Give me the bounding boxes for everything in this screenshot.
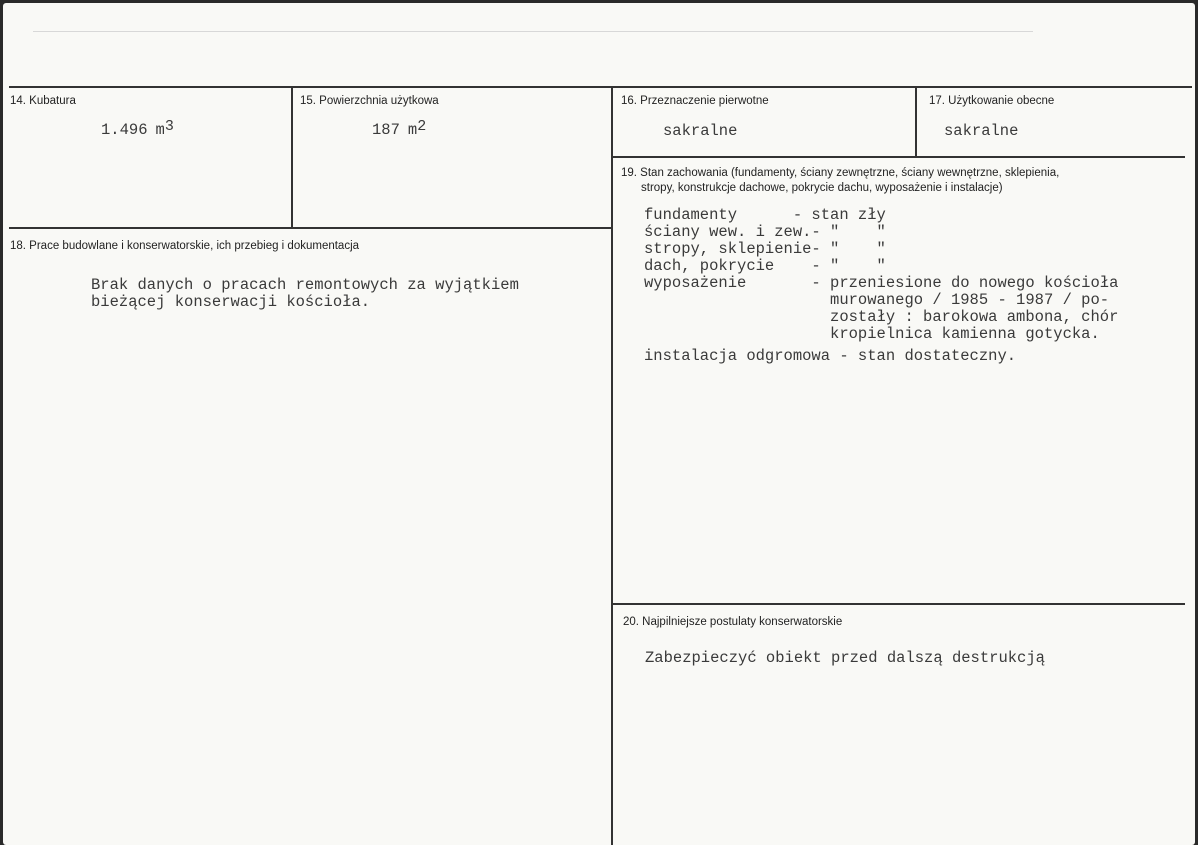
- stan-line: fundamenty - stan zły: [644, 206, 886, 224]
- kubatura-number: 1.496: [101, 121, 148, 139]
- grid-divider-16-17: [915, 86, 917, 157]
- stan-line: kropielnica kamienna gotycka.: [644, 325, 1100, 343]
- powierzchnia-unit-symbol: m: [407, 121, 418, 139]
- uzytkowanie-label: 17. Użytkowanie obecne: [929, 95, 1055, 107]
- prace-label: 18. Prace budowlane i konserwatorskie, ich przebieg i dokumentacja: [10, 240, 360, 252]
- grid-line-above-20: [613, 603, 1185, 605]
- kubatura-unit: [155, 118, 174, 139]
- grid-line-below-14-15: [9, 227, 613, 229]
- postulaty-label: 20. Najpilniejsze postulaty konserwatorskie: [623, 616, 843, 628]
- faint-top-rule: [33, 31, 1033, 32]
- prace-line: bieżącej konserwacji kościoła.: [91, 293, 371, 311]
- powierzchnia-value: [372, 118, 427, 139]
- record-card: [3, 3, 1195, 845]
- stan-line: instalacja odgromowa - stan dostateczny.: [644, 347, 1017, 365]
- powierzchnia-label: 15. Powierzchnia użytkowa: [300, 95, 439, 107]
- stan-line: ściany wew. i zew.- " ": [644, 223, 886, 241]
- grid-line-below-16-17: [613, 156, 1185, 158]
- stan-line: dach, pokrycie - " ": [644, 257, 886, 275]
- uzytkowanie-value: sakralne: [944, 122, 1019, 140]
- stan-line: wyposażenie - przeniesione do nowego kościoła: [644, 274, 1119, 292]
- powierzchnia-unit-exponent: 2: [417, 118, 427, 135]
- stan-line: murowanego / 1985 - 1987 / po-: [644, 291, 1110, 309]
- stan-line: stropy, sklepienie- " ": [644, 240, 886, 258]
- kubatura-value: [101, 118, 174, 139]
- przeznaczenie-value: sakralne: [663, 122, 738, 140]
- kubatura-label: 14. Kubatura: [10, 95, 76, 107]
- kubatura-unit-exponent: 3: [164, 118, 174, 135]
- przeznaczenie-label: 16. Przeznaczenie pierwotne: [621, 95, 769, 107]
- postulaty-text: Zabezpieczyć obiekt przed dalszą destrukcją: [645, 649, 1045, 667]
- grid-top-line: [9, 86, 1192, 88]
- powierzchnia-number: 187: [372, 121, 400, 139]
- stan-zachowania-label-line1: 19. Stan zachowania (fundamenty, ściany zewnętrzne, ściany wewnętrzne, sklepienia,: [621, 167, 1060, 179]
- grid-center-divider: [611, 86, 613, 845]
- powierzchnia-unit: [407, 118, 427, 139]
- stan-line: zostały : barokowa ambona, chór: [644, 308, 1119, 326]
- stan-zachowania-label-line2: stropy, konstrukcje dachowe, pokrycie dachu, wyposażenie i instalacje): [641, 182, 1003, 194]
- kubatura-unit-symbol: m: [155, 121, 165, 139]
- prace-line: Brak danych o pracach remontowych za wyjątkiem: [91, 276, 519, 294]
- grid-divider-14-15: [291, 86, 293, 229]
